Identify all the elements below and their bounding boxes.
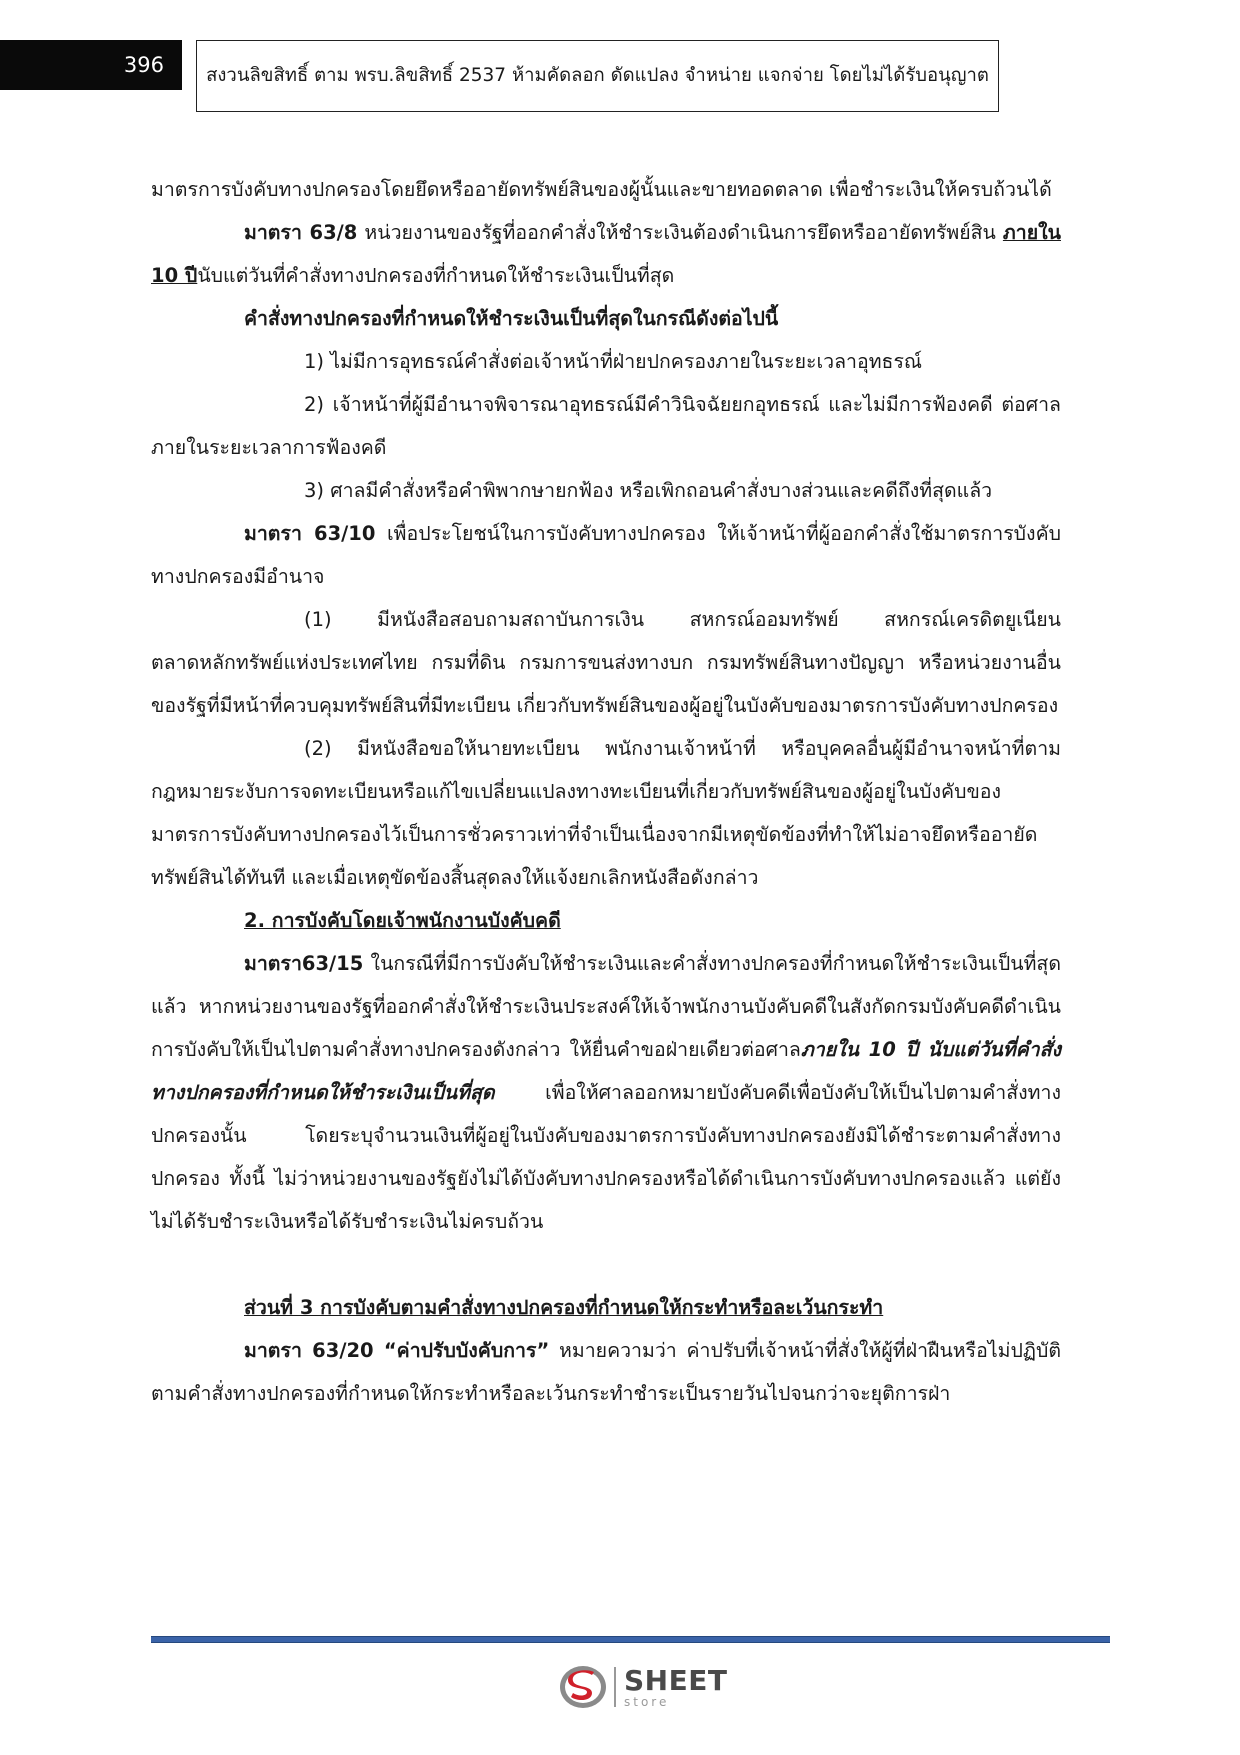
paragraph: มาตรการบังคับทางปกครองโดยยึดหรืออายัดทรัพย์สินของผู้นั้นและขายทอดตลาด เพื่อชำระเงินให้ครบถ้วนได้ (151, 178, 1052, 201)
footer-rule (151, 1636, 1110, 1643)
section-text: หน่วยงานของรัฐที่ออกคำสั่งให้ชำระเงินต้องดำเนินการยึดหรืออายัดทรัพย์สิน (357, 221, 1003, 244)
section-label: มาตรา 63/10 (244, 522, 376, 545)
document-body (151, 168, 1061, 1415)
list-item: 3) ศาลมีคำสั่งหรือคำพิพากษายกฟ้อง หรือเพิกถอนคำสั่งบางส่วนและคดีถึงที่สุดแล้ว (304, 479, 993, 502)
section-text: เพื่อประโยชน์ในการบังคับทางปกครอง ให้เจ้าหน้าที่ผู้ออกคำสั่งใช้มาตรการบังคับทางปกครองมีอำนาจ (151, 522, 1061, 588)
page-number: 396 (0, 40, 182, 90)
sheet-store-logo (558, 1662, 727, 1712)
section-text: เพื่อให้ศาลออกหมายบังคับคดีเพื่อบังคับให้เป็นไปตามคำสั่งทางปกครองนั้น โดยระบุจำนวนเงินที่ผู้อยู่ในบังคับของมาตรการบังคับทางปกครองยังมิได้ชำระตามคำสั่งทางปกครอง ทั้งนี้ ไม่ว่าหน่วยงานของรัฐยังไม่ได้บังคับทางปกครองหรือได้ดำเนินการบังคับทางปกครองแล้ว แต่ยังไม่ได้รับชำระเงินหรือได้รับชำระเงินไม่ครบถ้วน (151, 1081, 1061, 1233)
list-item: 2) เจ้าหน้าที่ผู้มีอำนาจพิจารณาอุทธรณ์มีคำวินิจฉัยยกอุทธรณ์ และไม่มีการฟ้องคดี ต่อศาลภายในระยะเวลาการฟ้องคดี (151, 393, 1061, 459)
heading-part-3: ส่วนที่ 3 การบังคับตามคำสั่งทางปกครองที่กำหนดให้กระทำหรือละเว้นกระทำ (244, 1296, 884, 1319)
sheet-s-icon (558, 1662, 608, 1712)
logo-text (624, 1663, 728, 1709)
list-item: (1) มีหนังสือสอบถามสถาบันการเงิน สหกรณ์ออมทรัพย์ สหกรณ์เครดิตยูเนียน ตลาดหลักทรัพย์แห่งประเทศไทย กรมที่ดิน กรมการขนส่งทางบก กรมทรัพย์สินทางปัญญา หรือหน่วยงานอื่นของรัฐที่มีหน้าที่ควบคุมทรัพย์สินที่มีทะเบียน เกี่ยวกับทรัพย์สินของผู้อยู่ในบังคับของมาตรการบังคับทางปกครอง (151, 608, 1061, 717)
section-label: มาตรา 63/8 (244, 221, 358, 244)
section-label: มาตรา 63/20 “ค่าปรับบังคับการ” (244, 1339, 550, 1362)
section-text: หมายความว่า ค่าปรับที่เจ้าหน้าที่สั่งให้ผู้ที่ฝ่าฝืนหรือไม่ปฏิบัติตามคำสั่งทางปกครองที่กำหนดให้กระทำหรือละเว้นกระทำชำระเป็นรายวันไปจนกว่าจะยุติการฝ่า (151, 1339, 1061, 1405)
section-63-8 (151, 211, 1061, 297)
section-text: นับแต่วันที่คำสั่งทางปกครองที่กำหนดให้ชำระเงินเป็นที่สุด (197, 264, 675, 287)
list-item: 1) ไม่มีการอุทธรณ์คำสั่งต่อเจ้าหน้าที่ฝ่ายปกครองภายในระยะเวลาอุทธรณ์ (304, 350, 923, 373)
list-item: (2) มีหนังสือขอให้นายทะเบียน พนักงานเจ้าหน้าที่ หรือบุคคลอื่นผู้มีอำนาจหน้าที่ตามกฎหมายระงับการจดทะเบียนหรือแก้ไขเปลี่ยนแปลงทางทะเบียนที่เกี่ยวกับทรัพย์สินของผู้อยู่ในบังคับของมาตรการบังคับทางปกครองไว้เป็นการชั่วคราวเท่าที่จำเป็นเนื่องจากมีเหตุขัดข้องที่ทำให้ไม่อาจยึดหรืออายัดทรัพย์สินได้ทันที และเมื่อเหตุขัดข้องสิ้นสุดลงให้แจ้งยกเลิกหนังสือดังกล่าว (151, 737, 1061, 889)
emphasis-bold-italic: ภายใน 10 ปี นับแต่วันที่คำสั่งทางปกครองที่กำหนดให้ชำระเงินเป็นที่สุด (151, 1038, 1062, 1104)
spacer (151, 1243, 1061, 1286)
subheading: คำสั่งทางปกครองที่กำหนดให้ชำระเงินเป็นที่สุดในกรณีดังต่อไปนี้ (244, 307, 779, 330)
logo-word: SHEET (624, 1663, 728, 1697)
heading-enforcement-officer: 2. การบังคับโดยเจ้าพนักงานบังคับคดี (244, 909, 561, 932)
section-63-20 (151, 1329, 1061, 1415)
emphasis-underline: ภายใน 10 ปี (151, 221, 1061, 287)
copyright-notice: สงวนลิขสิทธิ์ ตาม พรบ.ลิขสิทธิ์ 2537 ห้ามคัดลอก ดัดแปลง จำหน่าย แจกจ่าย โดยไม่ได้รับอนุญาต (196, 40, 999, 112)
section-label: มาตรา63/15 (244, 952, 364, 975)
logo-divider (614, 1667, 616, 1707)
section-63-10 (151, 512, 1061, 598)
section-text: ในกรณีที่มีการบังคับให้ชำระเงินและคำสั่งทางปกครองที่กำหนดให้ชำระเงินเป็นที่สุดแล้ว หากหน่วยงานของรัฐที่ออกคำสั่งให้ชำระเงินประสงค์ให้เจ้าพนักงานบังคับคดีในสังกัดกรมบังคับคดีดำเนินการบังคับให้เป็นไปตามคำสั่งทางปกครองดังกล่าว ให้ยื่นคำขอฝ่ายเดียวต่อศาล (151, 952, 1061, 1061)
logo-subword: store (624, 1694, 670, 1709)
section-63-15 (151, 942, 1061, 1243)
